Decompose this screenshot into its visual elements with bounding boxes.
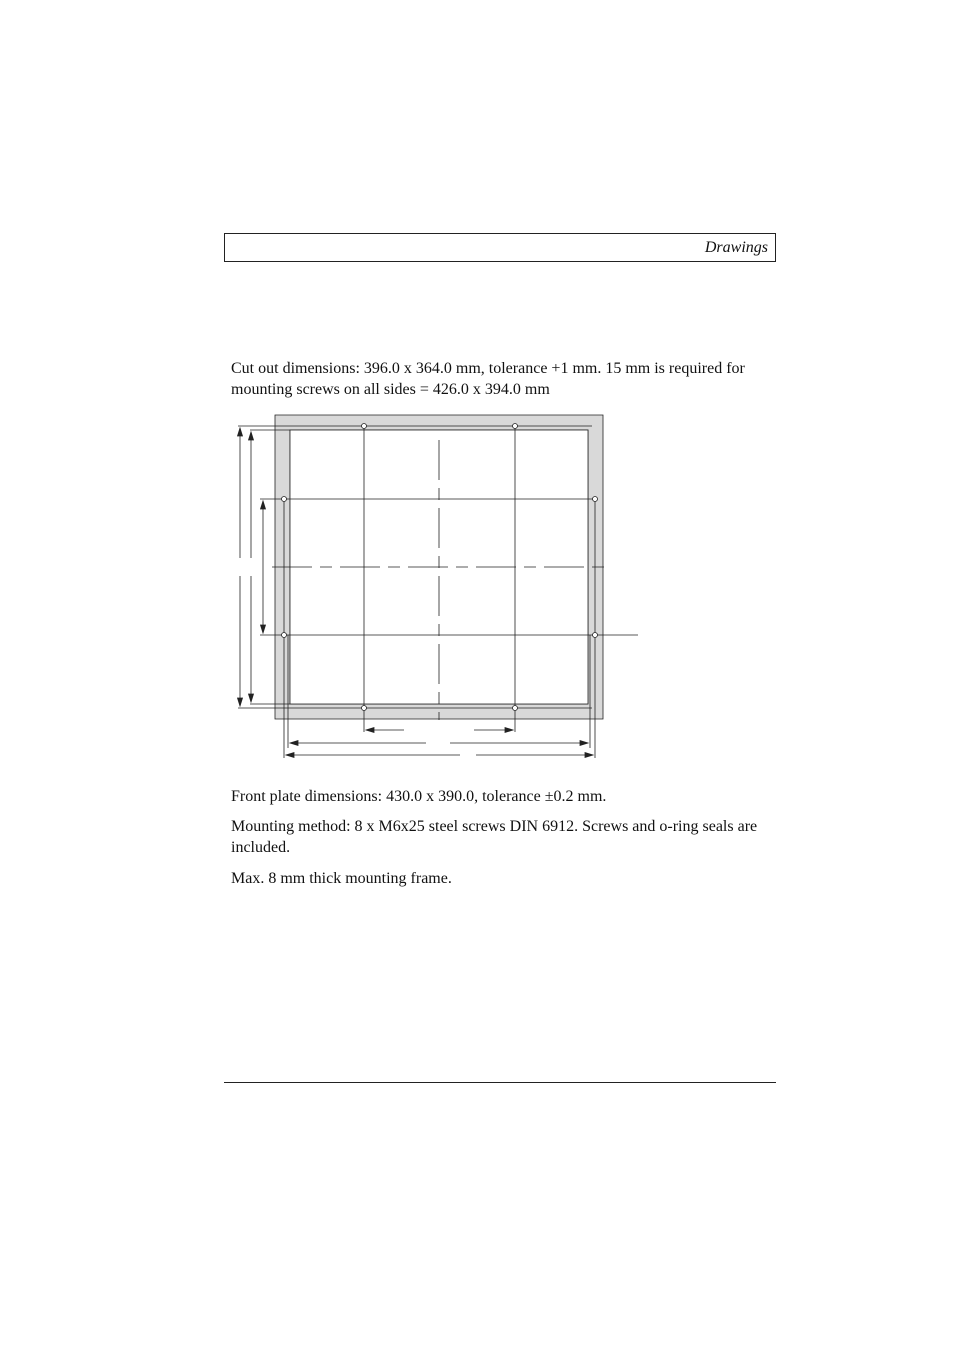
cutout-drawing [230,410,650,765]
mounting-frame-text: Max. 8 mm thick mounting frame. [231,870,452,887]
screw-horizontal-spacing-dimension [366,728,513,733]
section-title: Drawings [704,239,768,256]
screw-hole [593,497,598,502]
width-dimension-inner [290,741,588,746]
screw-hole [513,706,518,711]
screw-hole [282,633,287,638]
width-dimension-outer [286,753,593,758]
screw-spacing-dimension [261,501,266,633]
page-header [224,233,776,262]
front-plate-text: Front plate dimensions: 430.0 x 390.0, tolerance ±0.2 mm. [231,788,607,805]
cutout-dimensions-text: Cut out dimensions: 396.0 x 364.0 mm, tolerance +1 mm. 15 mm is required for mounting screws on all sides = 426.0 x 394.0 mm [231,360,745,398]
screw-hole [513,424,518,429]
screw-hole [282,497,287,502]
screw-hole [362,424,367,429]
footer-rule [224,1082,776,1083]
screw-hole [362,706,367,711]
height-dimension-outer [238,428,243,706]
height-dimension-inner [249,432,254,702]
mounting-method-text: Mounting method: 8 x M6x25 steel screws DIN 6912. Screws and o-ring seals are included. [231,818,758,856]
screw-hole [593,633,598,638]
